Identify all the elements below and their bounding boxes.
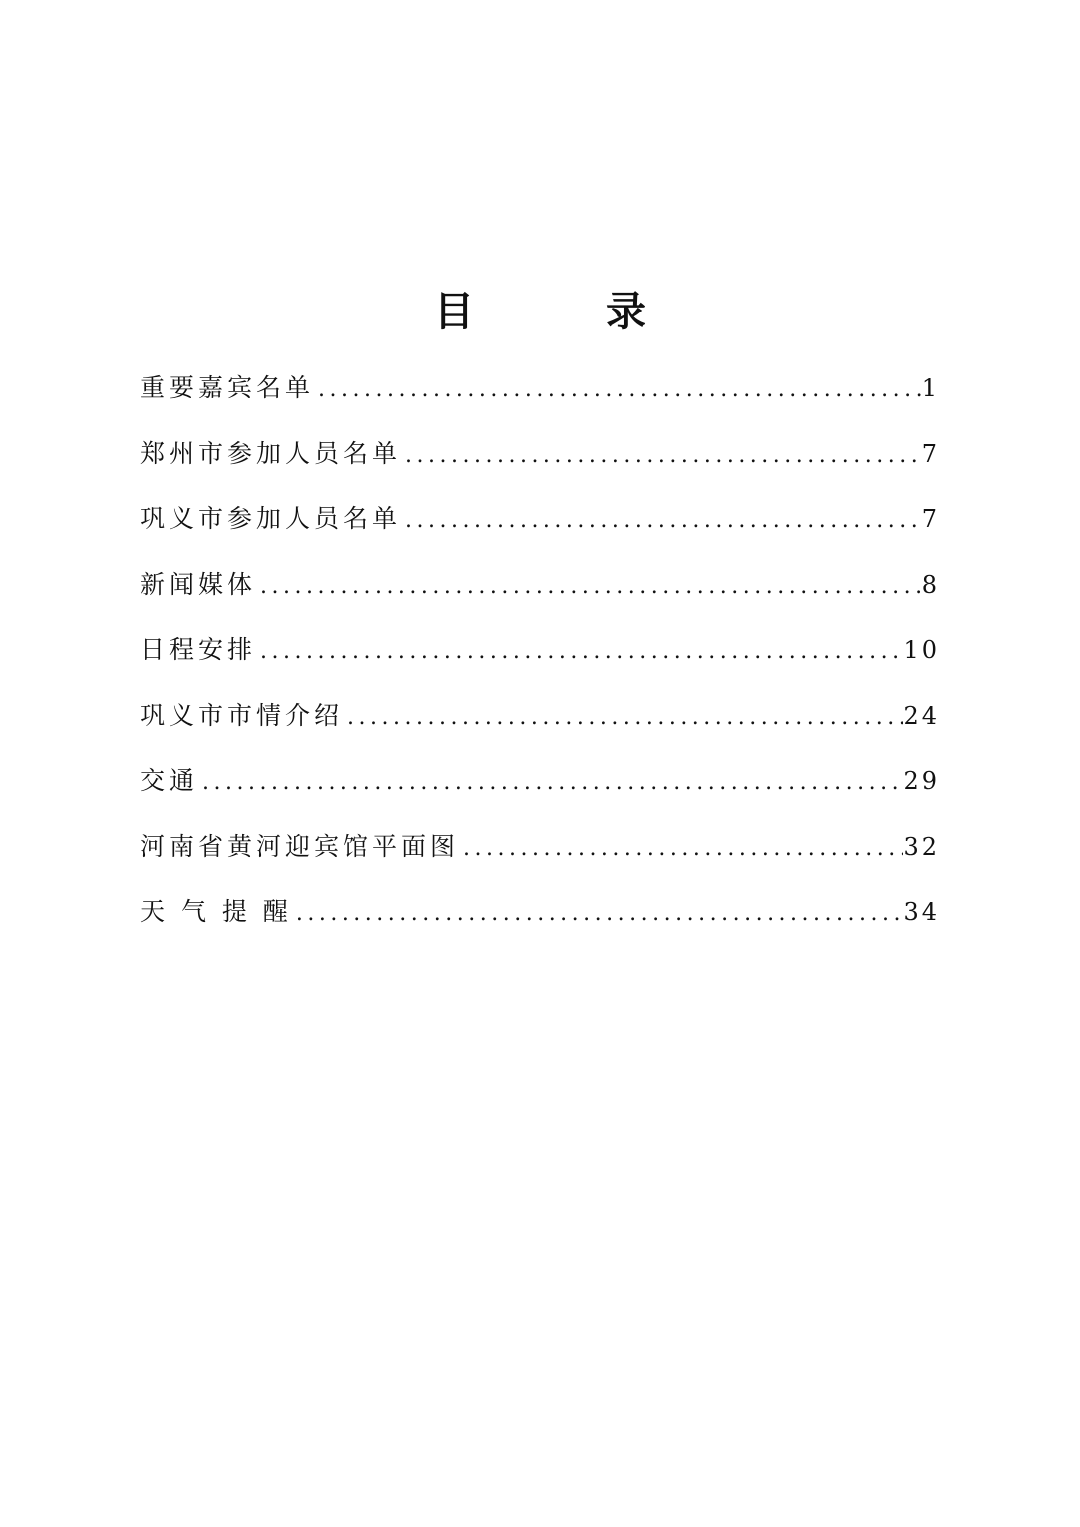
toc-entry-weather-reminder[interactable] [140, 879, 940, 945]
toc-entry-label: 郑州市参加人员名单 [140, 438, 402, 468]
toc-entry-label: 重要嘉宾名单 [140, 373, 315, 402]
toc-dot-leader [256, 554, 922, 620]
toc-entry-label: 交通 [140, 766, 199, 795]
toc-dot-leader [198, 750, 903, 816]
table-of-contents [140, 355, 940, 945]
toc-page-number: 24 [903, 701, 940, 730]
toc-entry-label: 河南省黄河迎宾馆平面图 [140, 831, 460, 861]
toc-dot-leader [459, 816, 903, 882]
toc-entry-gongyi-attendees[interactable] [140, 486, 940, 552]
toc-entry-label: 巩义市市情介绍 [140, 700, 344, 730]
toc-dot-leader [292, 881, 904, 947]
toc-page-number: 32 [903, 832, 940, 861]
toc-page-number: 1 [921, 374, 940, 402]
toc-entry-zhengzhou-attendees[interactable] [140, 421, 940, 487]
toc-entry-important-guests[interactable] [140, 355, 940, 421]
toc-entry-label: 巩义市参加人员名单 [140, 504, 402, 533]
toc-dot-leader [401, 488, 922, 554]
toc-entry-hotel-floor-plan[interactable] [140, 814, 940, 880]
toc-dot-leader [401, 423, 922, 489]
toc-dot-leader [343, 685, 903, 751]
toc-entry-label: 天 气 提 醒 [140, 897, 292, 926]
toc-entry-news-media[interactable] [140, 552, 940, 618]
toc-entry-schedule[interactable] [140, 617, 940, 683]
toc-page-number: 7 [921, 505, 940, 533]
toc-entry-label: 日程安排 [140, 635, 257, 664]
page-title: 目 录 [434, 288, 692, 335]
toc-entry-transportation[interactable] [140, 748, 940, 814]
toc-page-number: 34 [903, 898, 940, 926]
toc-page-number: 10 [903, 636, 940, 664]
toc-entry-city-introduction[interactable] [140, 683, 940, 749]
toc-dot-leader [256, 619, 903, 685]
toc-page-number: 29 [903, 767, 940, 795]
toc-dot-leader [314, 357, 922, 423]
toc-page-number: 8 [921, 570, 940, 599]
toc-entry-label: 新闻媒体 [140, 569, 257, 599]
toc-page-number: 7 [921, 439, 940, 468]
